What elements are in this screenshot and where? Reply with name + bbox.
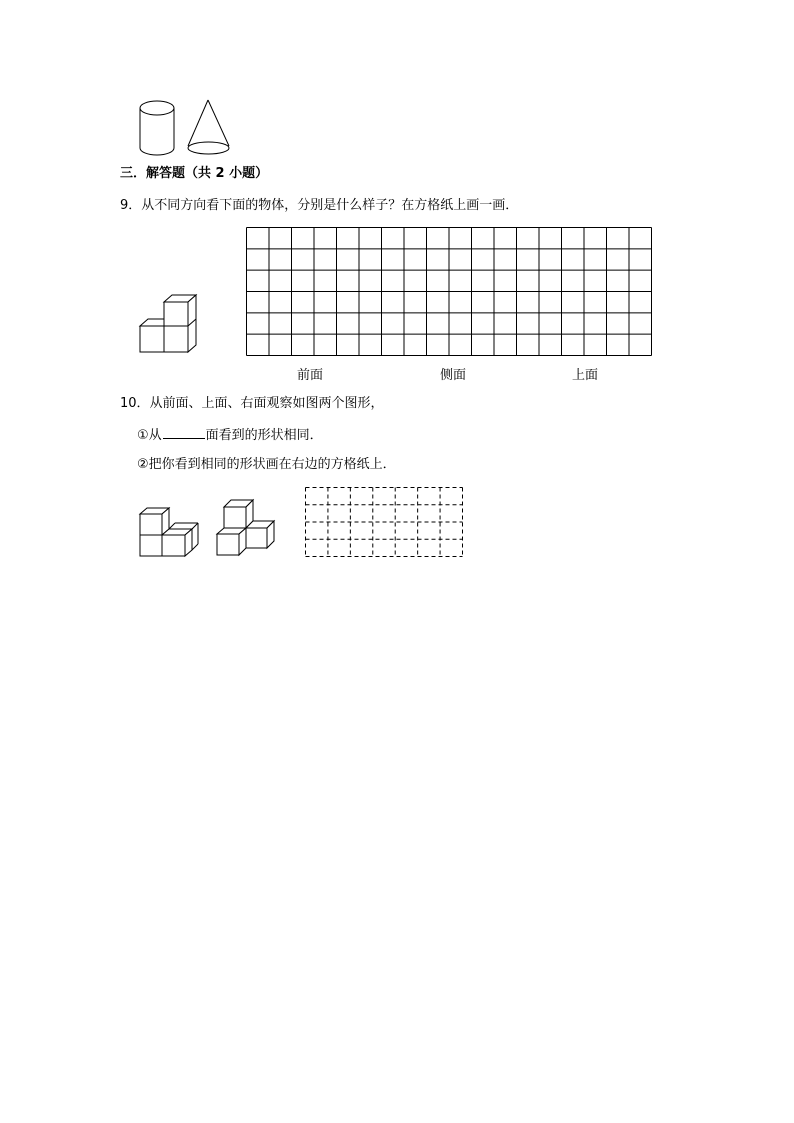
q10-part1-suffix: 面看到的形状相同．: [205, 428, 323, 443]
cone-figure: [186, 98, 236, 158]
q10-dashed-grid-paper[interactable]: [305, 487, 465, 559]
q9-label-top: 上面: [572, 368, 599, 383]
section-heading: 三．解答题（共 2 小题）: [120, 166, 269, 181]
q9-text: 9．从不同方向看下面的物体，分别是什么样子？在方格纸上画一画．: [120, 198, 519, 213]
q9-cube-object: [139, 293, 209, 363]
q10-figure-right: [216, 499, 286, 559]
q10-part2: ②把你看到相同的形状画在右边的方格纸上．: [137, 457, 396, 472]
q9-label-side: 侧面: [440, 368, 467, 383]
q10-part1: [137, 426, 323, 444]
q10-answer-blank[interactable]: [163, 426, 205, 439]
q10-figure-left: [139, 507, 209, 567]
q10-text: 10．从前面、上面、右面观察如图两个图形，: [120, 396, 384, 411]
q9-label-front: 前面: [297, 368, 324, 383]
cylinder-figure: [138, 98, 178, 158]
q9-grid-paper[interactable]: [246, 227, 653, 357]
q10-part1-prefix: ①从: [137, 428, 162, 443]
